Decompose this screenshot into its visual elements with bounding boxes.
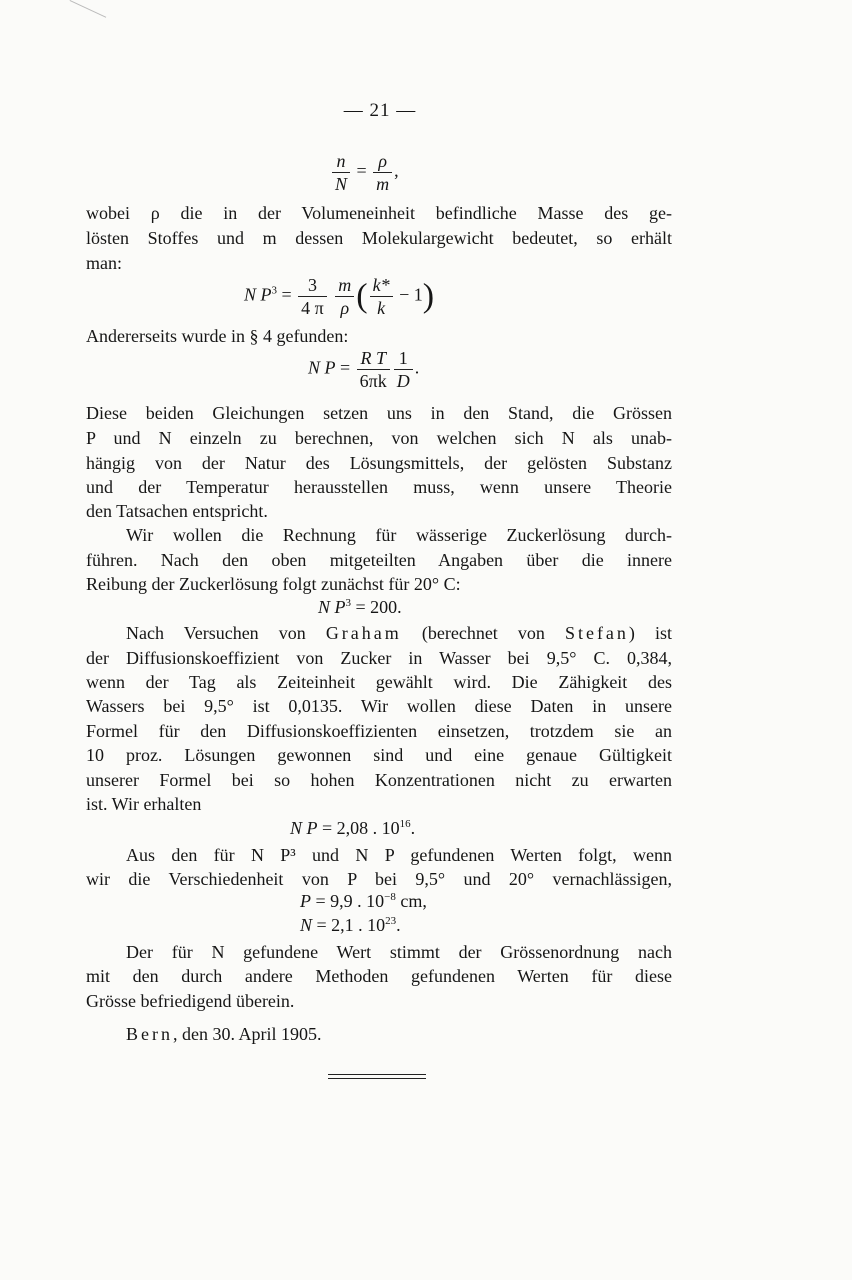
eq2-lhs: N P <box>244 284 272 305</box>
text-line: der Diffusionskoeffizient von Zucker in Wasser bei 9,5° C. 0,384, <box>86 648 672 668</box>
text-line: lösten Stoffes und m dessen Molekulargewicht bedeutet, so erhält <box>86 228 672 248</box>
text-line: wenn der Tag als Zeiteinheit gewählt wird. Die Zähigkeit des <box>86 672 672 692</box>
equation-NP3: N $P^3$ = $\frac{3}{4 \pi}$ $\frac{m}{\rho}$ ( $\frac{k*}{k}$ − 1) <box>244 275 435 318</box>
eq3-trail: . <box>414 357 420 378</box>
text-line: mit den durch andere Methoden gefundenen Werten für diese <box>86 966 672 986</box>
author-stefan: Stefan <box>564 623 629 643</box>
eq7-exp: 23 <box>385 915 397 927</box>
text-line: Wir wollen die Rechnung für wässerige Zuckerlösung durch- <box>126 525 672 545</box>
eq5-exp: 16 <box>399 818 411 830</box>
signoff-rest: , den 30. April 1905. <box>173 1024 322 1044</box>
text-line: man: <box>86 253 122 273</box>
eq3-num2: 1 <box>394 347 413 370</box>
equation-NP <box>308 347 419 392</box>
text-line: Der für N gefundene Wert stimmt der Grössenordnung nach <box>126 942 672 962</box>
text-line: Formel für den Diffusionskoeffizienten einsetzen, trotzdem sie an <box>86 721 672 741</box>
eq7-rhs: = 2,1 . 10 <box>316 915 386 935</box>
eq2-c-den: 4 π <box>301 298 324 318</box>
text-line: führen. Nach den oben mitgeteilten Angaben über die innere <box>86 550 672 570</box>
eq6-rhs: = 9,9 . 10 <box>315 891 385 911</box>
author-graham: Graham <box>325 623 402 643</box>
text-line <box>126 621 672 645</box>
eq6-lhs: P <box>300 891 311 911</box>
eq7-lhs: N <box>300 915 313 935</box>
eq6-exp: −8 <box>384 891 396 903</box>
eq1-equals: = <box>356 160 367 181</box>
eq2-equals: = <box>281 284 292 305</box>
text-line: Diese beiden Gleichungen setzen uns in den Stand, die Grössen <box>86 403 672 423</box>
eq3-den2: D <box>396 371 410 391</box>
equation-n-over-N <box>330 150 399 195</box>
eq3-num: R T <box>360 348 386 368</box>
signoff <box>126 1022 672 1046</box>
end-rule <box>328 1074 426 1075</box>
eq2-c-num: 3 <box>298 274 327 297</box>
eq1-den-left: N <box>335 174 348 194</box>
equation-NP-value <box>290 818 415 839</box>
text-line: den Tatsachen entspricht. <box>86 501 268 521</box>
text-line: P und N einzeln zu berechnen, von welchen sich N als unab- <box>86 428 672 448</box>
eq3-den: 6πk <box>359 371 387 391</box>
eq6-unit: cm, <box>395 891 427 911</box>
eq2-m-den: ρ <box>340 298 350 318</box>
text-line: Andererseits wurde in § 4 gefunden: <box>86 326 349 346</box>
signoff-place: Bern <box>126 1024 173 1044</box>
eq4-exp: 3 <box>345 597 352 609</box>
equation-NP3-value <box>318 597 402 618</box>
eq1-num-left: n <box>336 151 346 171</box>
eq2-lhs-exp: 3 <box>271 284 278 297</box>
eq1-num-right: ρ <box>378 151 387 171</box>
text-line: wir die Verschiedenheit von P bei 9,5° und 20° vernachlässigen, <box>86 869 672 889</box>
eq2-k-den: k <box>377 298 386 318</box>
eq7-trail: . <box>396 915 401 935</box>
text-span: Nach Versuchen von <box>126 623 306 643</box>
eq5-rhs: = 2,08 . 10 <box>322 818 400 838</box>
eq5-lhs: N P <box>290 818 318 838</box>
eq2-minus-one: − 1 <box>399 284 423 305</box>
page-number: — 21 — <box>343 100 417 121</box>
text-line: und der Temperatur herausstellen muss, wenn unsere Theorie <box>86 477 672 497</box>
text-line: unserer Formel bei so hohen Konzentrationen nicht zu erwarten <box>86 770 672 790</box>
text-line: wobei ρ die in der Volumeneinheit befindliche Masse des ge- <box>86 203 672 223</box>
scan-mark <box>65 0 106 27</box>
text-span: ) ist <box>628 623 672 643</box>
text-line: Aus den für N P³ und N P gefundenen Werten folgt, wenn <box>126 845 672 865</box>
eq2-m-num: m <box>338 275 352 295</box>
text-span: (berechnet von <box>421 623 545 643</box>
eq3-equals: = <box>340 357 351 378</box>
eq5-trail: . <box>410 818 416 838</box>
text-line: Grösse befriedigend überein. <box>86 991 295 1011</box>
text-line: 10 proz. Lösungen gewonnen sind und eine genaue Gültigkeit <box>86 745 672 765</box>
eq1-trail: , <box>394 160 399 181</box>
eq4-rhs: = 200. <box>355 597 402 617</box>
eq3-lhs: N P <box>308 357 336 378</box>
end-rule-thin <box>328 1078 426 1079</box>
text-line: Wassers bei 9,5° ist 0,0135. Wir wollen diese Daten in unsere <box>86 696 672 716</box>
eq1-den-right: m <box>376 174 390 194</box>
text-line: ist. Wir erhalten <box>86 794 202 814</box>
eq4-lhs: N P <box>318 597 346 617</box>
equation-N-value <box>300 915 401 936</box>
equation-P-value <box>300 891 427 912</box>
text-line: hängig von der Natur des Lösungsmittels, der gelösten Substanz <box>86 453 672 473</box>
text-line: Reibung der Zuckerlösung folgt zunächst für 20° C: <box>86 574 461 594</box>
eq2-k-num: k* <box>372 275 390 295</box>
